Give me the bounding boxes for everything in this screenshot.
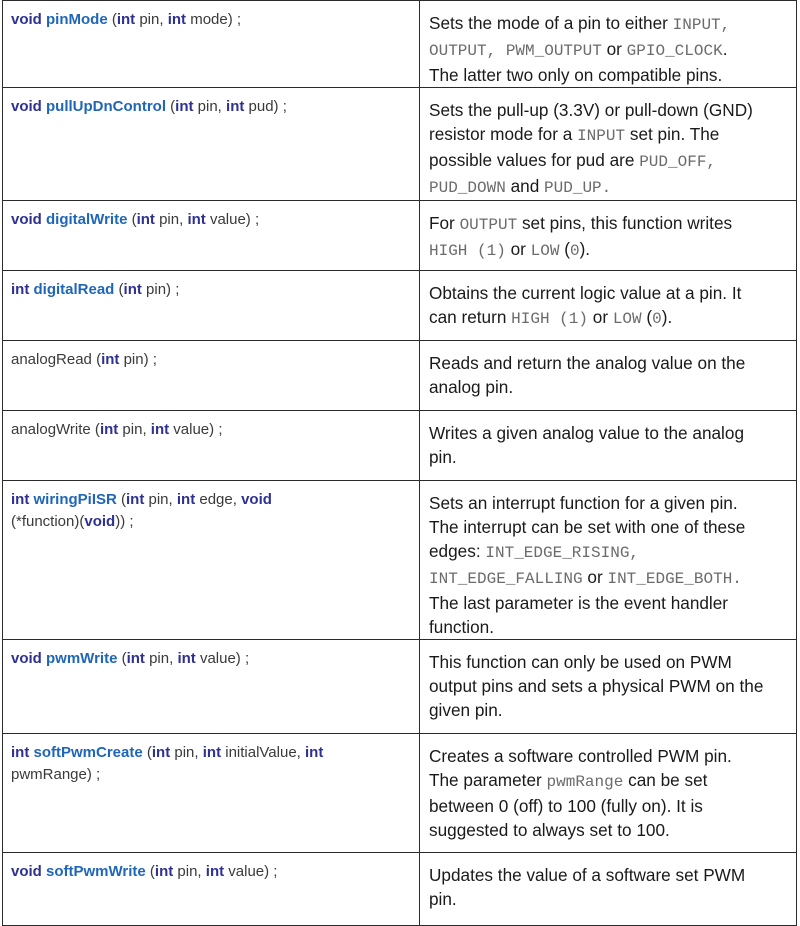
function-description-cell [420,271,797,341]
text-segment: pin, [154,211,188,228]
text-segment: ( [142,744,152,761]
text-segment: possible values for pud are [429,150,640,170]
type-keyword: int [126,491,145,508]
text-segment: pin, [135,11,168,28]
text-segment: value) ; [224,863,278,880]
function-signature-cell [3,271,420,341]
table-row [3,1,797,88]
function-signature-cell [3,411,420,481]
text-segment: ( [166,98,176,115]
text-segment: edges: [429,541,486,561]
code-literal: INT_EDGE_FALLING [429,570,583,588]
text-segment: Creates a software controlled PWM pin. [429,746,732,766]
code-literal: OUTPUT [459,216,518,234]
function-description-cell [420,341,797,411]
text-segment: edge, [195,491,242,508]
function-description-cell [420,734,797,853]
code-literal: LOW [612,310,642,328]
text-segment: mode) ; [186,11,242,28]
text-segment: suggested to always set to 100. [429,820,670,840]
type-keyword: int [176,491,196,508]
type-keyword: int [11,744,30,761]
text-segment: ( [145,863,155,880]
text-segment: or [505,239,531,259]
code-literal: 0 [652,310,662,328]
text-segment: set pin. The [625,124,720,144]
code-literal: INPUT, [672,16,731,34]
text-segment: Reads and return the analog value on the [429,353,746,373]
type-keyword: void [84,513,116,530]
type-keyword: void [11,650,42,667]
code-literal: PUD_UP. [544,179,612,197]
text-segment: ( [117,650,127,667]
type-keyword: int [305,744,324,761]
code-literal: INT_EDGE_BOTH. [607,570,742,588]
text-segment: ( [116,491,127,508]
text-segment: ). [661,307,673,327]
text-segment: can be set [623,770,708,790]
code-literal: HIGH (1) [511,310,588,328]
text-segment: Writes a given analog value to the analog [429,423,744,443]
text-segment: or [582,567,608,587]
text-segment: The last parameter is the event handler [429,593,729,613]
text-segment: pin, [170,744,203,761]
table-row [3,411,797,481]
text-segment: ( [107,11,117,28]
text-segment: analogWrite ( [11,421,100,438]
api-function-table [2,0,797,926]
type-keyword: int [136,211,155,228]
table-row [3,271,797,341]
text-segment: analog pin. [429,377,514,397]
text-segment: function. [429,617,494,637]
type-keyword: int [11,491,30,508]
text-segment: ( [127,211,137,228]
type-keyword: int [167,11,187,28]
table-row [3,640,797,734]
text-segment: value) ; [195,650,250,667]
text-segment: ). [579,239,591,259]
text-segment: ( [641,307,653,327]
text-segment: Obtains the current logic value at a pin. It [429,283,742,303]
code-literal: PUD_DOWN [429,179,506,197]
function-name: digitalRead [33,281,115,298]
text-segment: For [429,213,460,233]
function-signature-cell [3,88,420,201]
type-keyword: int [187,211,206,228]
code-literal: LOW [530,242,560,260]
text-segment: ( [114,281,124,298]
text-segment: value) ; [205,211,260,228]
text-segment: The interrupt can be set with one of these [429,517,746,537]
table-row [3,481,797,640]
text-segment: resistor mode for a [429,124,578,144]
function-name: pwmWrite [46,650,118,667]
text-segment: The latter two only on compatible pins. [429,65,723,85]
function-description-cell [420,1,797,88]
text-segment: The parameter [429,770,547,790]
type-keyword: void [11,11,42,28]
function-name: softPwmWrite [46,863,146,880]
function-description-cell [420,481,797,640]
type-keyword: int [202,744,222,761]
text-segment: pin) ; [141,281,180,298]
table-row [3,341,797,411]
type-keyword: int [205,863,225,880]
text-segment: can return [429,307,512,327]
code-literal: INT_EDGE_RISING, [485,544,640,562]
type-keyword: int [126,650,145,667]
code-literal: OUTPUT, PWM_OUTPUT [429,42,602,60]
text-segment: initialValue, [221,744,305,761]
text-segment: or [587,307,613,327]
text-segment: pin) ; [119,351,157,368]
text-segment: value) ; [169,421,223,438]
text-segment: pin, [193,98,227,115]
text-segment: and [505,176,545,196]
type-keyword: void [241,491,272,508]
code-literal: PUD_OFF, [639,153,717,171]
type-keyword: int [177,650,196,667]
table-row [3,734,797,853]
text-segment: (*function)( [11,513,85,530]
text-segment: Sets the mode of a pin to either [429,13,673,33]
text-segment: pin, [173,863,206,880]
text-segment: between 0 (off) to 100 (fully on). It is [429,796,703,816]
type-keyword: int [151,744,171,761]
table-row [3,88,797,201]
type-keyword: int [99,421,119,438]
code-literal: HIGH (1) [429,242,506,260]
function-description-cell [420,640,797,734]
type-keyword: int [150,421,170,438]
code-literal: 0 [569,242,580,260]
text-segment: pin, [118,421,151,438]
type-keyword: int [154,863,174,880]
type-keyword: int [116,11,136,28]
function-description-cell [420,201,797,271]
type-keyword: void [11,98,42,115]
text-segment: Updates the value of a software set PWM [429,865,746,885]
text-segment: set pins, this function writes [517,213,733,233]
text-segment: pin. [429,447,457,467]
text-segment: Sets an interrupt function for a given pin. [429,493,738,513]
function-name: wiringPiISR [33,491,117,508]
text-segment: or [601,39,627,59]
text-segment: pwmRange) ; [11,766,101,783]
table-body [3,1,797,926]
text-segment: pin, [144,491,177,508]
function-name: digitalWrite [46,211,128,228]
text-segment: pin, [144,650,178,667]
function-signature-cell [3,1,420,88]
function-description-cell [420,411,797,481]
function-signature-cell [3,640,420,734]
code-literal: GPIO_CLOCK [626,42,723,60]
text-segment: Sets the pull-up (3.3V) or pull-down (GND) [429,100,753,120]
text-segment: ( [559,239,570,259]
type-keyword: int [101,351,120,368]
function-name: softPwmCreate [33,744,143,761]
text-segment: pud) ; [244,98,287,115]
function-name: pinMode [46,11,108,28]
text-segment: pin. [429,889,457,909]
function-signature-cell [3,201,420,271]
function-name: pullUpDnControl [46,98,166,115]
function-description-cell [420,88,797,201]
text-segment: analogRead ( [11,351,102,368]
code-literal: pwmRange [546,773,624,791]
code-literal: INPUT [577,127,626,145]
type-keyword: int [226,98,245,115]
text-segment: . [722,39,728,59]
text-segment: This function can only be used on PWM [429,652,732,672]
type-keyword: void [11,863,42,880]
type-keyword: int [123,281,142,298]
function-signature-cell [3,341,420,411]
type-keyword: int [175,98,194,115]
type-keyword: void [11,211,42,228]
text-segment: output pins and sets a physical PWM on the [429,676,764,696]
text-segment: )) ; [115,513,134,530]
table-row [3,201,797,271]
text-segment: given pin. [429,700,503,720]
table-row [3,853,797,926]
type-keyword: int [11,281,30,298]
function-description-cell [420,853,797,926]
function-signature-cell [3,481,420,640]
function-signature-cell [3,734,420,853]
function-signature-cell [3,853,420,926]
